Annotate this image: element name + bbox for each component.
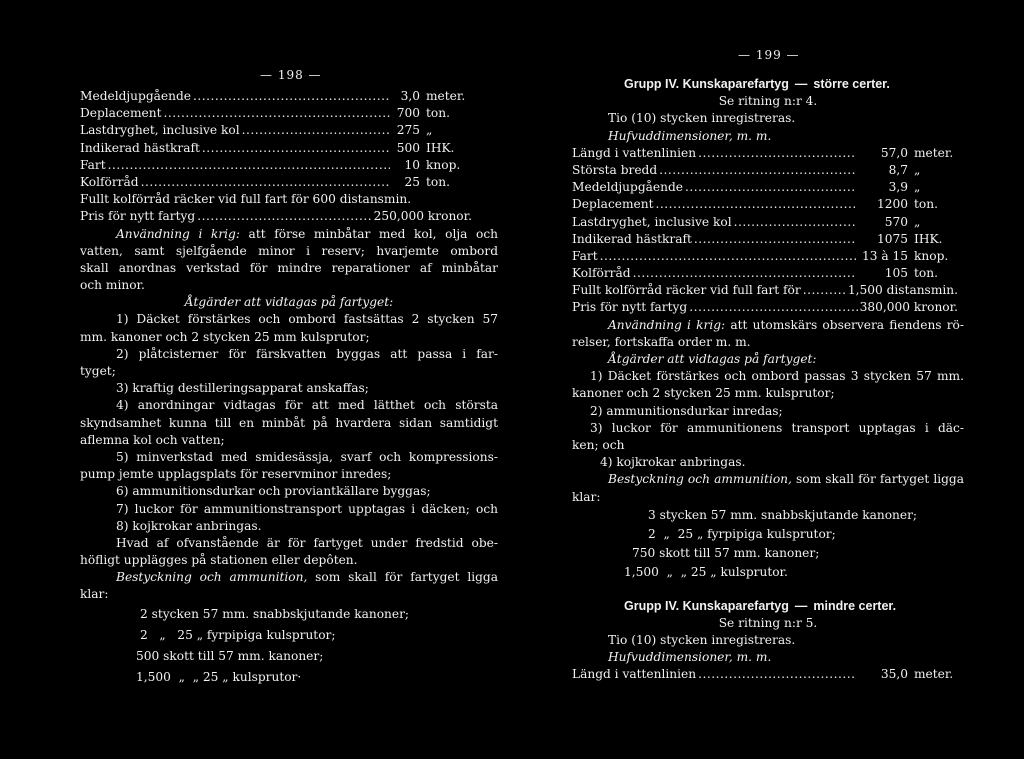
spec-row: Medeldjupgående ..... 3,0 meter. xyxy=(80,88,472,105)
armament-klar: klar: xyxy=(572,489,601,504)
spec-row: Största bredd ..... 8,7 „ xyxy=(572,162,958,179)
spec-row: Indikerad hästkraft ..... 1075 IHK. xyxy=(572,231,958,248)
armament-row: 3 stycken 57 mm. snabbskjutande kanoner; xyxy=(648,507,918,522)
measure-line: 3) kraftig destilleringsapparat anskaffas; xyxy=(116,381,369,396)
armament-row: 750 skott till 57 mm. kanoner; xyxy=(632,545,820,560)
measure-line: 1) Däcket förstärkes och ombord fastsättas 2 stycken 57 xyxy=(116,312,498,327)
spec-row: Längd i vattenlinien ..... 57,0 meter. xyxy=(572,145,958,162)
left-page-body xyxy=(80,88,498,688)
measure-line: 2) plåtcisterner för färskvatten byggas att passa i far- xyxy=(116,346,498,361)
usage-line: skall anordnas verkstad för mindre reparationer af minbåtar xyxy=(80,260,498,275)
spec-row: Fart ..... 13 à 15 knop. xyxy=(572,248,958,265)
price-row: Pris för nytt fartyg ..... 380,000 kronor. xyxy=(572,299,958,316)
measure-line: pump jemte upplagsplats för reservminor inredes; xyxy=(80,467,392,482)
dimensions-title: Hufvuddimensioner, m. m. xyxy=(608,650,772,665)
measure-line: 5) minverkstad med smidesässja, svarf och kompressions- xyxy=(116,449,498,464)
price-row: Pris för nytt fartyg ..... 250,000 kronor. xyxy=(80,208,472,225)
measure-line: 4) anordningar vidtagas för att med lätthet och största xyxy=(116,398,498,413)
spec-row: Lastdryghet, inclusive kol ..... 570 „ xyxy=(572,214,958,231)
armament-klar: klar: xyxy=(80,587,109,602)
group-heading: Grupp IV. Kunskaparefartyg — större certer. xyxy=(624,77,890,91)
range-row: Fullt kolförråd räcker vid full fart för ..... 1,500 distansmin. xyxy=(572,282,958,299)
spec-table xyxy=(572,145,958,283)
armament-row: 2 „ 25 „ fyrpipiga kulsprutor; xyxy=(648,526,836,541)
dimensions-title: Hufvuddimensioner, m. m. xyxy=(608,128,772,143)
measure-line: tyget; xyxy=(80,364,116,378)
measure-line: aflemna kol och vatten; xyxy=(80,432,225,447)
measure-line: höfligt upplägges på stationen eller depôten. xyxy=(80,553,358,568)
measure-line: skyndsamhet kunna till en minbåt på hvardera sidan samtidigt xyxy=(80,415,498,430)
spec-table xyxy=(80,88,472,191)
measure-line: ken; och xyxy=(572,437,625,452)
drawing-ref: Se ritning n:r 5. xyxy=(718,615,818,630)
armament-row: 500 skott till 57 mm. kanoner; xyxy=(136,648,324,663)
spec-row: Medeldjupgående ..... 3,9 „ xyxy=(572,179,958,196)
usage-line: och minor. xyxy=(80,278,145,293)
measure-line: 3) luckor för ammunitionens transport upptagas i däc- xyxy=(590,420,964,435)
measure-line: 2) ammunitionsdurkar inredas; xyxy=(590,403,783,418)
measure-line: mm. kanoner och 2 stycken 25 mm kulsprutor; xyxy=(80,329,370,344)
spec-row: Längd i vattenlinien ..... 35,0 meter. xyxy=(572,666,958,683)
spec-row: Kolförråd ..... 105 ton. xyxy=(572,265,958,282)
armament-row: 1,500 „ „ 25 „ kulsprutor. xyxy=(624,564,788,579)
spec-row: Deplacement ..... 700 ton. xyxy=(80,105,472,122)
measures-title: Åtgärder att vidtagas på fartyget: xyxy=(608,352,817,366)
usage-line: relser, fortskaffa order m. m. xyxy=(572,334,751,349)
measures-title: Åtgärder att vidtagas på fartyget: xyxy=(184,295,394,310)
register-count: Tio (10) stycken inregistreras. xyxy=(608,111,796,126)
measure-line: 6) ammunitionsdurkar och proviantkällare byggas; xyxy=(116,484,431,499)
group-heading: Grupp IV. Kunskaparefartyg — mindre certer. xyxy=(624,598,897,613)
right-page-body xyxy=(572,76,964,684)
measure-line: 7) luckor för ammunitionstransport upptagas i däcken; och xyxy=(116,501,498,516)
usage-line: Användning i krig: att utomskärs observera fiendens rö- xyxy=(608,317,964,332)
measure-line: 8) kojkrokar anbringas. xyxy=(116,518,262,533)
spec-row: Indikerad hästkraft ..... 500 IHK. xyxy=(80,140,472,157)
register-count: Tio (10) stycken inregistreras. xyxy=(608,633,796,648)
spec-row: Lastdryghet, inclusive kol ..... 275 „ xyxy=(80,122,472,139)
spec-row: Deplacement ..... 1200 ton. xyxy=(572,196,958,213)
armament-row: 2 stycken 57 mm. snabbskjutande kanoner; xyxy=(140,606,410,621)
armament-heading: Bestyckning och ammunition, som skall för fartyget ligga xyxy=(608,472,964,487)
measure-line: kanoner och 2 stycken 25 mm. kulsprutor; xyxy=(572,386,835,401)
measure-line: Hvad af ofvanstående är för fartyget under fredstid obe- xyxy=(116,535,498,550)
spec-row: Fart ..... 10 knop. xyxy=(80,157,472,174)
page-number: — 199 — xyxy=(738,48,800,62)
usage-line: Användning i krig: att förse minbåtar med kol, olja och xyxy=(116,226,498,241)
armament-row: 2 „ 25 „ fyrpipiga kulsprutor; xyxy=(140,627,336,642)
spec-row: Kolförråd ..... 25 ton. xyxy=(80,174,472,191)
usage-line: vatten, samt sjelfgående minor i reserv; hvarjemte ombord xyxy=(80,243,498,258)
measure-line: 1) Däcket förstärkes och ombord passas 3 stycken 57 mm. xyxy=(590,369,964,384)
measure-line: 4) kojkrokar anbringas. xyxy=(600,455,746,470)
drawing-ref: Se ritning n:r 4. xyxy=(718,94,818,109)
range-line: Fullt kolförråd räcker vid full fart för 600 distansmin. xyxy=(80,192,412,207)
armament-row: 1,500 „ „ 25 „ kulsprutor· xyxy=(136,669,302,684)
armament-heading: Bestyckning och ammunition, som skall för fartyget ligga xyxy=(116,570,498,585)
page-number: — 198 — xyxy=(260,68,322,82)
